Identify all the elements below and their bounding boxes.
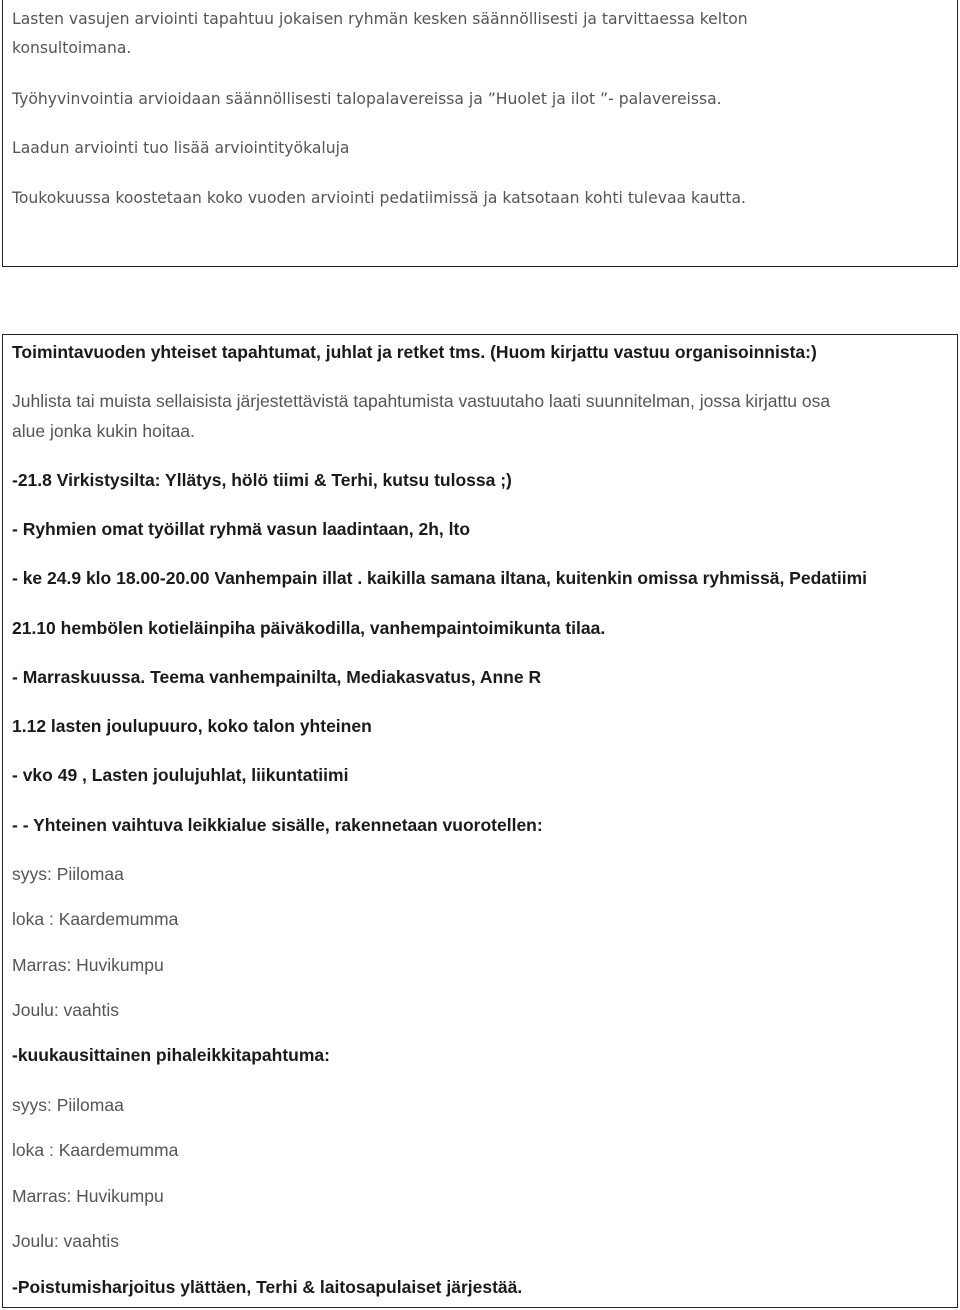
events-heading [12,341,817,363]
event-item: - Marraskuussa. Teema vanhempainilta, Mediakasvatus, Anne R [12,667,542,687]
monthly-item: Joulu: vaahtis [12,1231,120,1251]
play-area-item: syys: Piilomaa [12,864,124,884]
events-intro-line: alue jonka kukin hoitaa. [12,421,195,441]
evaluation-line: Työhyvinvointia arvioidaan säännöllisesti talopalavereissa ja ”Huolet ja ilot ”- palavereissa. [12,90,722,108]
evaluation-line: Toukokuussa koostetaan koko vuoden arviointi pedatiimissä ja katsotaan kohti tulevaa kautta. [12,189,746,207]
events-intro-line: Juhlista tai muista sellaisista järjestettävistä tapahtumista vastuutaho laati suunnitelman, jossa kirjattu osa [12,391,831,411]
event-item: - - Yhteinen vaihtuva leikkialue sisälle, rakennetaan vuorotellen: [12,815,543,835]
events-heading-title: Toimintavuoden yhteiset tapahtumat, juhlat ja retket tms. [12,342,486,362]
event-item: 1.12 lasten joulupuuro, koko talon yhteinen [12,716,372,736]
monthly-heading: -kuukausittainen pihaleikkitapahtuma: [12,1045,330,1065]
monthly-item: Marras: Huvikumpu [12,1186,164,1206]
event-item: 21.10 hembölen kotieläinpiha päiväkodilla, vanhempaintoimikunta tilaa. [12,618,606,638]
event-item: - ke 24.9 klo 18.00-20.00 Vanhempain illat . kaikilla samana iltana, kuitenkin omissa ryhmissä, Pedatiimi [12,568,867,588]
evaluation-line: Lasten vasujen arviointi tapahtuu jokaisen ryhmän kesken säännöllisesti ja tarvittaessa kelton [12,10,748,28]
event-item: - vko 49 , Lasten joulujuhlat, liikuntatiimi [12,765,349,785]
play-area-item: loka : Kaardemumma [12,909,179,929]
events-heading-note: (Huom kirjattu vastuu organisoinnista:) [490,342,817,362]
monthly-item: loka : Kaardemumma [12,1140,179,1160]
event-item: - Ryhmien omat työillat ryhmä vasun laadintaan, 2h, lto [12,519,471,539]
evaluation-line: Laadun arviointi tuo lisää arviointityökaluja [12,139,350,157]
monthly-item: syys: Piilomaa [12,1095,124,1115]
evacuation-drill: -Poistumisharjoitus ylättäen, Terhi & laitosapulaiset järjestää. [12,1277,523,1297]
play-area-item: Marras: Huvikumpu [12,955,164,975]
evaluation-line: konsultoimana. [12,39,132,57]
play-area-item: Joulu: vaahtis [12,1000,120,1020]
event-item: -21.8 Virkistysilta: Yllätys, hölö tiimi & Terhi, kutsu tulossa ;) [12,470,512,490]
evaluation-section [2,0,958,267]
